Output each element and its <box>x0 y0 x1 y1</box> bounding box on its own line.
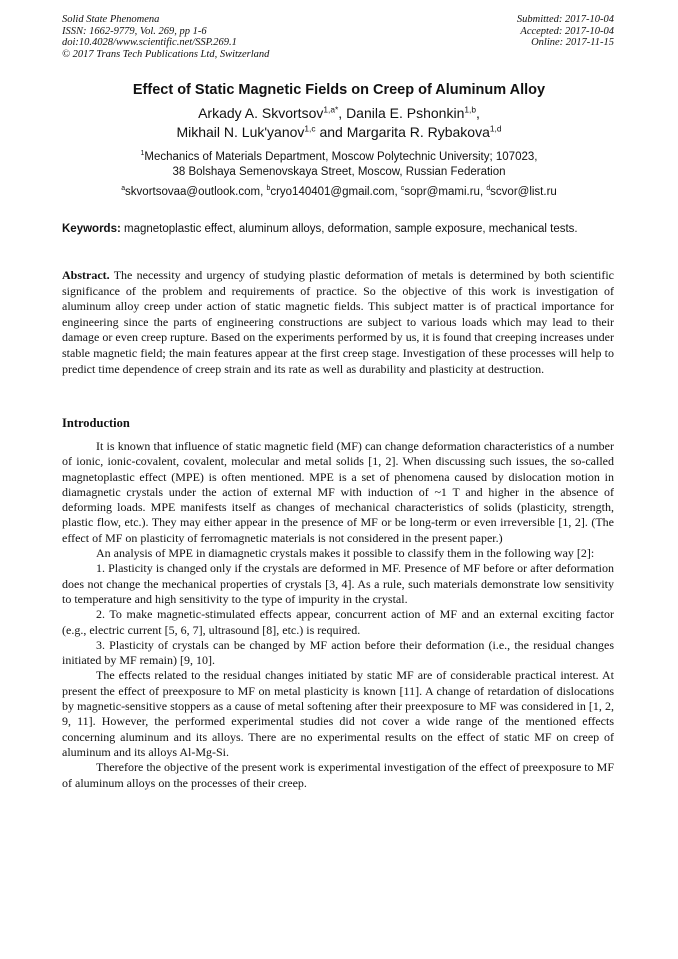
journal-copyright: © 2017 Trans Tech Publications Ltd, Switzerland <box>62 48 270 60</box>
journal-issn: ISSN: 1662-9779, Vol. 269, pp 1-6 <box>62 25 207 37</box>
introduction-body <box>62 439 614 791</box>
journal-doi: doi:10.4028/www.scientific.net/SSP.269.1 <box>62 37 237 48</box>
email-link[interactable]: sopr@mami.ru <box>404 186 480 198</box>
author-sep: , <box>338 105 347 121</box>
paragraph: 1. Plasticity is changed only if the crystals are deformed in MF. Presence of MF before or after deformation does not change the mechanical properties of crystals [3, 4]. As a rule, such materials demonstrate low sensitivity to temperature and high sensitivity to the type of impurity in the crystal. <box>62 561 614 606</box>
author-name: Mikhail N. Luk'yanov <box>176 124 305 140</box>
email-link[interactable]: skvortsovaa@outlook.com <box>125 186 261 198</box>
author-name: Margarita R. Rybakova <box>346 124 490 140</box>
email-link[interactable]: cryo140401@gmail.com <box>270 186 395 198</box>
journal-header-left <box>62 14 269 60</box>
paragraph: Therefore the objective of the present work is experimental investigation of the effect of preexposure to MF of aluminum alloys on the processes of their creep. <box>62 760 614 790</box>
paragraph: 2. To make magnetic-stimulated effects appear, concurrent action of MF and an external exciting factor (e.g., electric current [5, 6, 7], ultrasound [8], etc.) is required. <box>62 607 614 637</box>
email-sep: , <box>479 186 487 198</box>
author-sep: , <box>476 105 480 121</box>
author-sup: 1,b <box>464 104 477 115</box>
author-name: Arkady A. Skvortsov <box>198 105 324 121</box>
affiliation-line-2: 38 Bolshaya Semenovskaya Street, Moscow, Russian Federation <box>172 165 506 178</box>
submitted-date: Submitted: 2017-10-04 <box>516 14 614 25</box>
keywords <box>62 222 614 237</box>
email-sup: b <box>266 185 271 193</box>
email-sep: , <box>260 186 267 198</box>
email-link[interactable]: scvor@list.ru <box>490 186 557 198</box>
journal-header-right <box>517 14 614 49</box>
paragraph: 3. Plasticity of crystals can be changed by MF action before their deformation (i.e., the residual changes initiated by MF remain) [9, 10]. <box>62 637 614 668</box>
author-line-2 <box>0 123 678 142</box>
author-sup: 1,d <box>489 123 502 134</box>
author-list <box>0 104 678 142</box>
email-sep: , <box>394 186 401 198</box>
paper-title: Effect of Static Magnetic Fields on Creep of Aluminum Alloy <box>132 82 546 98</box>
email-sup: a <box>121 185 126 193</box>
keywords-label: Keywords: <box>62 223 121 235</box>
email-list <box>0 186 678 198</box>
paragraph: The effects related to the residual changes initiated by static MF are of considerable practical interest. At present the effect of preexposure to MF on metal plasticity is known [11]. A change of retardation of dislocations by magnetic-sensitive stoppers as a cause of metal softening after their preexposure to MF was considered in [1, 2, 9, 11]. However, the performed experimental studies did not cover a wide range of the mentioned effects concerning aluminum and its alloys. There are no experimental results on the effect of static MF on creep of aluminum and its alloys Al-Mg-Si. <box>62 668 614 759</box>
author-line-1 <box>0 104 678 123</box>
author-sep: and <box>315 124 347 140</box>
author-sup: 1,c <box>304 123 316 134</box>
email-sup: c <box>400 185 405 193</box>
abstract <box>62 268 614 377</box>
author-name: Danila E. Pshonkin <box>346 105 465 121</box>
section-heading-introduction: Introduction <box>62 416 130 430</box>
abstract-label: Abstract. <box>62 268 110 282</box>
online-date: Online: 2017-11-15 <box>531 37 614 48</box>
abstract-text: The necessity and urgency of studying plastic deformation of metals is determined by both scientific significance of the problem and requirements of practice. So the objective of this work is investigation of aluminum alloy creep under action of static magnetic fields. This subject matter is of practical importance for engineering since the parts of engineering constructions are subject to various loads which may lead to their damage or even creep rupture. Based on the experiments performed by us, it is found that creeping increases under stable magnetic field; the main features appear at the first creep stage. Investigation of these processes will help to predict time dependence of creep strain and its rate as well as durability and plasticity at destruction. <box>62 268 614 376</box>
accepted-date: Accepted: 2017-10-04 <box>520 25 614 37</box>
keywords-text: magnetoplastic effect, aluminum alloys, deformation, sample exposure, mechanical tests. <box>120 223 578 235</box>
affiliation <box>0 150 678 179</box>
journal-name: Solid State Phenomena <box>62 14 160 25</box>
affiliation-sup: 1 <box>140 150 145 158</box>
email-sup: d <box>486 185 491 193</box>
author-sup: 1,a* <box>323 104 339 115</box>
paragraph: An analysis of MPE in diamagnetic crystals makes it possible to classify them in the following way [2]: <box>96 546 595 561</box>
paragraph: It is known that influence of static magnetic field (MF) can change deformation characteristics of a number of ionic, ionic-covalent, covalent, molecular and metal solids [1, 2]. When discussing such issues, the so-called magnetoplastic effect (MPE) is often mentioned. MPE is a set of phenomena caused by dislocation motion in diamagnetic crystals under the action of external MF with induction of ~1 T and higher in the absence of deforming loads. MPE manifests itself as changes of mechanical characteristics of solids (plasticity, strength, plastic flow, etc.). They may either appear in the presence of MF or be long-term or even irreversible [1, 2]. (The effect of MF on plasticity of ferromagnetic materials is not considered in the present paper.) <box>62 439 614 545</box>
affiliation-line-1: Mechanics of Materials Department, Moscow Polytechnic University; 107023, <box>144 151 538 163</box>
